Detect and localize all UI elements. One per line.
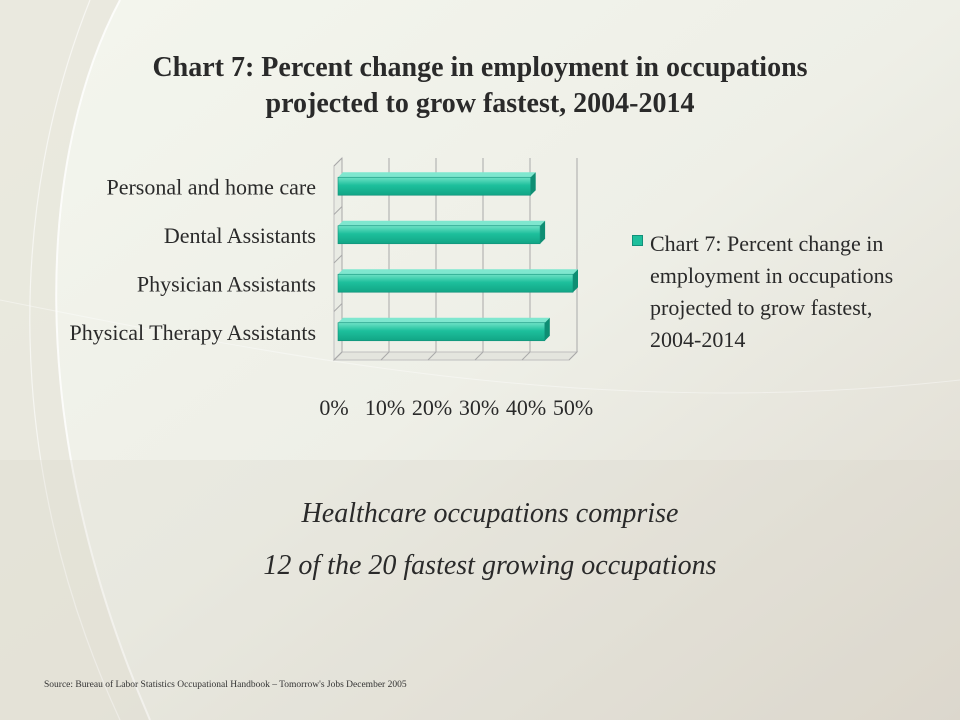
legend-swatch	[632, 235, 643, 246]
chart-floor	[334, 352, 577, 360]
chart-title-line-1: Chart 7: Percent change in employment in occupations	[152, 52, 808, 83]
category-label: Personal and home care	[106, 174, 316, 200]
x-tick-label: 0%	[319, 395, 349, 420]
legend-line-4: 2004-2014	[650, 327, 746, 352]
category-label: Physician Assistants	[136, 271, 316, 297]
caption-line-1: Healthcare occupations comprise	[301, 498, 679, 529]
bar-top	[338, 318, 550, 323]
caption-line-2: 12 of the 20 fastest growing occupations	[263, 550, 717, 581]
bar-top	[338, 221, 545, 226]
category-label: Physical Therapy Assistants	[69, 319, 316, 345]
x-tick-label: 30%	[458, 395, 500, 420]
legend-line-1: Chart 7: Percent change in	[650, 231, 884, 256]
bar-top	[338, 172, 536, 177]
bar	[338, 323, 545, 341]
x-tick-label: 50%	[552, 395, 594, 420]
legend-line-2: employment in occupations	[650, 263, 894, 288]
legend-line-3: projected to grow fastest,	[650, 295, 873, 320]
x-tick-label: 40%	[505, 395, 547, 420]
bar	[338, 274, 573, 292]
chart-title-line-2: projected to grow fastest, 2004-2014	[265, 88, 695, 119]
bar	[338, 177, 531, 195]
source-note: Source: Bureau of Labor Statistics Occupational Handbook – Tomorrow's Jobs December 2005	[44, 680, 407, 690]
category-label: Dental Assistants	[163, 222, 316, 248]
caption	[120, 488, 860, 592]
legend-text	[650, 228, 930, 356]
bar	[338, 226, 540, 244]
x-tick-label: 10%	[364, 395, 406, 420]
bar-top	[338, 269, 578, 274]
x-tick-label: 20%	[411, 395, 453, 420]
